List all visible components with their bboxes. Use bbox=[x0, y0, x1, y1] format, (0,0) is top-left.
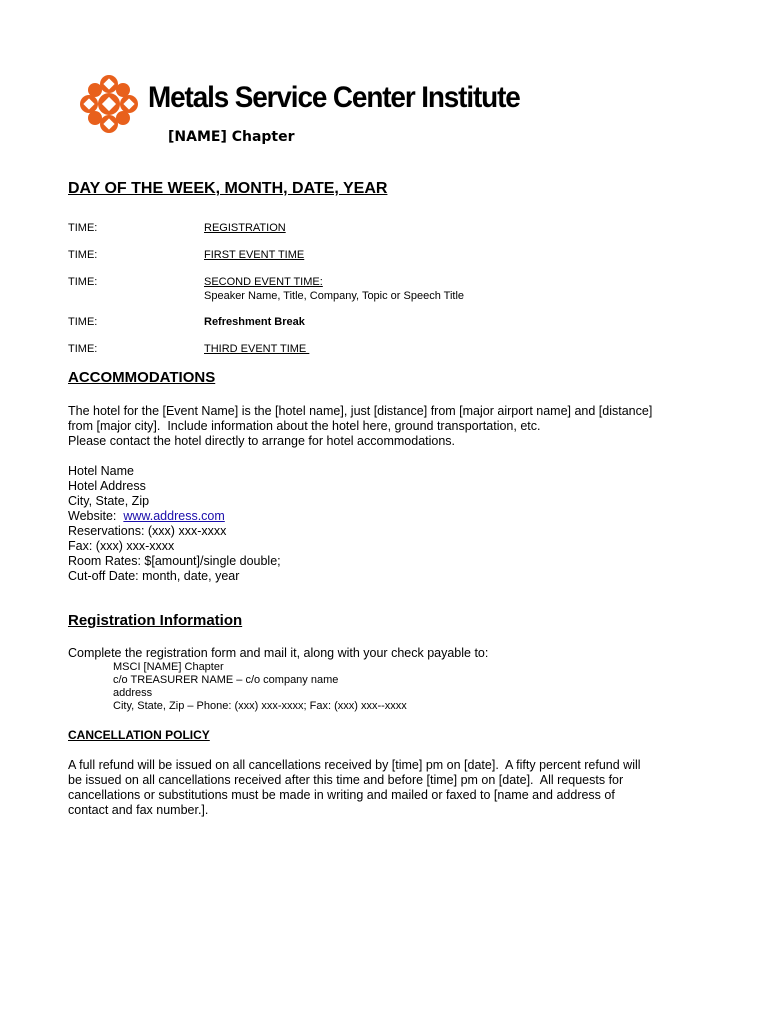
registration-intro-text: Complete the registration form and mail it, along with your check payable to: bbox=[68, 646, 489, 660]
website-label: Website: bbox=[68, 509, 124, 523]
accommodations-line: The hotel for the [Event Name] is the [hotel name], just [distance] from [major airport name] and [distance] bbox=[68, 404, 653, 418]
schedule-time: TIME: bbox=[68, 316, 98, 328]
schedule-event: SECOND EVENT TIME: bbox=[204, 276, 323, 288]
cancellation-line: be issued on all cancellations received after this time and before [time] pm on [date]. All requests for bbox=[68, 773, 624, 787]
schedule-event: Refreshment Break bbox=[204, 316, 305, 328]
schedule-time: TIME: bbox=[68, 276, 98, 288]
accommodations-line: Please contact the hotel directly to arrange for hotel accommodations. bbox=[68, 434, 456, 448]
schedule-event-detail: Speaker Name, Title, Company, Topic or Speech Title bbox=[204, 290, 465, 302]
registration-heading: Registration Information bbox=[68, 612, 243, 629]
chapter-name: [NAME] Chapter bbox=[168, 129, 295, 145]
accommodations-heading: ACCOMMODATIONS bbox=[68, 369, 216, 386]
schedule-event-block bbox=[204, 276, 464, 302]
schedule-event: REGISTRATION bbox=[204, 222, 286, 234]
schedule-event: THIRD EVENT TIME bbox=[204, 343, 310, 355]
website-link[interactable]: www.address.com bbox=[123, 509, 225, 523]
cancellation-heading: CANCELLATION POLICY bbox=[68, 728, 210, 742]
payable-address-line: address bbox=[113, 687, 153, 699]
hotel-name: Hotel Name bbox=[68, 464, 134, 478]
payable-address-line: MSCI [NAME] Chapter bbox=[113, 661, 224, 673]
schedule-time: TIME: bbox=[68, 343, 98, 355]
logo-wordmark: Metals Service Center Institute bbox=[148, 81, 520, 114]
payable-address bbox=[113, 661, 407, 713]
hotel-room-rates: Room Rates: $[amount]/single double; bbox=[68, 554, 281, 568]
cancellation-line: cancellations or substitutions must be made in writing and mailed or faxed to [name and address of bbox=[68, 788, 615, 802]
accommodations-line: from [major city]. Include information about the hotel here, ground transportation, etc. bbox=[68, 419, 541, 433]
hotel-reservations: Reservations: (xxx) xxx-xxxx bbox=[68, 524, 227, 538]
hotel-city-state-zip: City, State, Zip bbox=[68, 494, 150, 508]
hotel-fax: Fax: (xxx) xxx-xxxx bbox=[68, 539, 175, 553]
registration-intro bbox=[68, 646, 488, 661]
hotel-cutoff-date: Cut-off Date: month, date, year bbox=[68, 569, 240, 583]
hotel-address: Hotel Address bbox=[68, 479, 146, 493]
hotel-info bbox=[68, 464, 281, 584]
accommodations-intro bbox=[68, 404, 652, 449]
schedule-time: TIME: bbox=[68, 249, 98, 261]
event-date-heading: DAY OF THE WEEK, MONTH, DATE, YEAR bbox=[68, 180, 388, 197]
payable-address-line: c/o TREASURER NAME – c/o company name bbox=[113, 674, 339, 686]
schedule-time: TIME: bbox=[68, 222, 98, 234]
cancellation-policy bbox=[68, 758, 641, 818]
msci-logo-mark-icon bbox=[80, 75, 138, 133]
cancellation-line: contact and fax number.]. bbox=[68, 803, 209, 817]
cancellation-line: A full refund will be issued on all cancellations received by [time] pm on [date]. A fifty percent refund will bbox=[68, 758, 641, 772]
schedule-event: FIRST EVENT TIME bbox=[204, 249, 305, 261]
hotel-website-line bbox=[68, 509, 281, 524]
payable-address-line: City, State, Zip – Phone: (xxx) xxx-xxxx; Fax: (xxx) xxx--xxxx bbox=[113, 700, 407, 712]
msci-logo bbox=[80, 75, 520, 133]
